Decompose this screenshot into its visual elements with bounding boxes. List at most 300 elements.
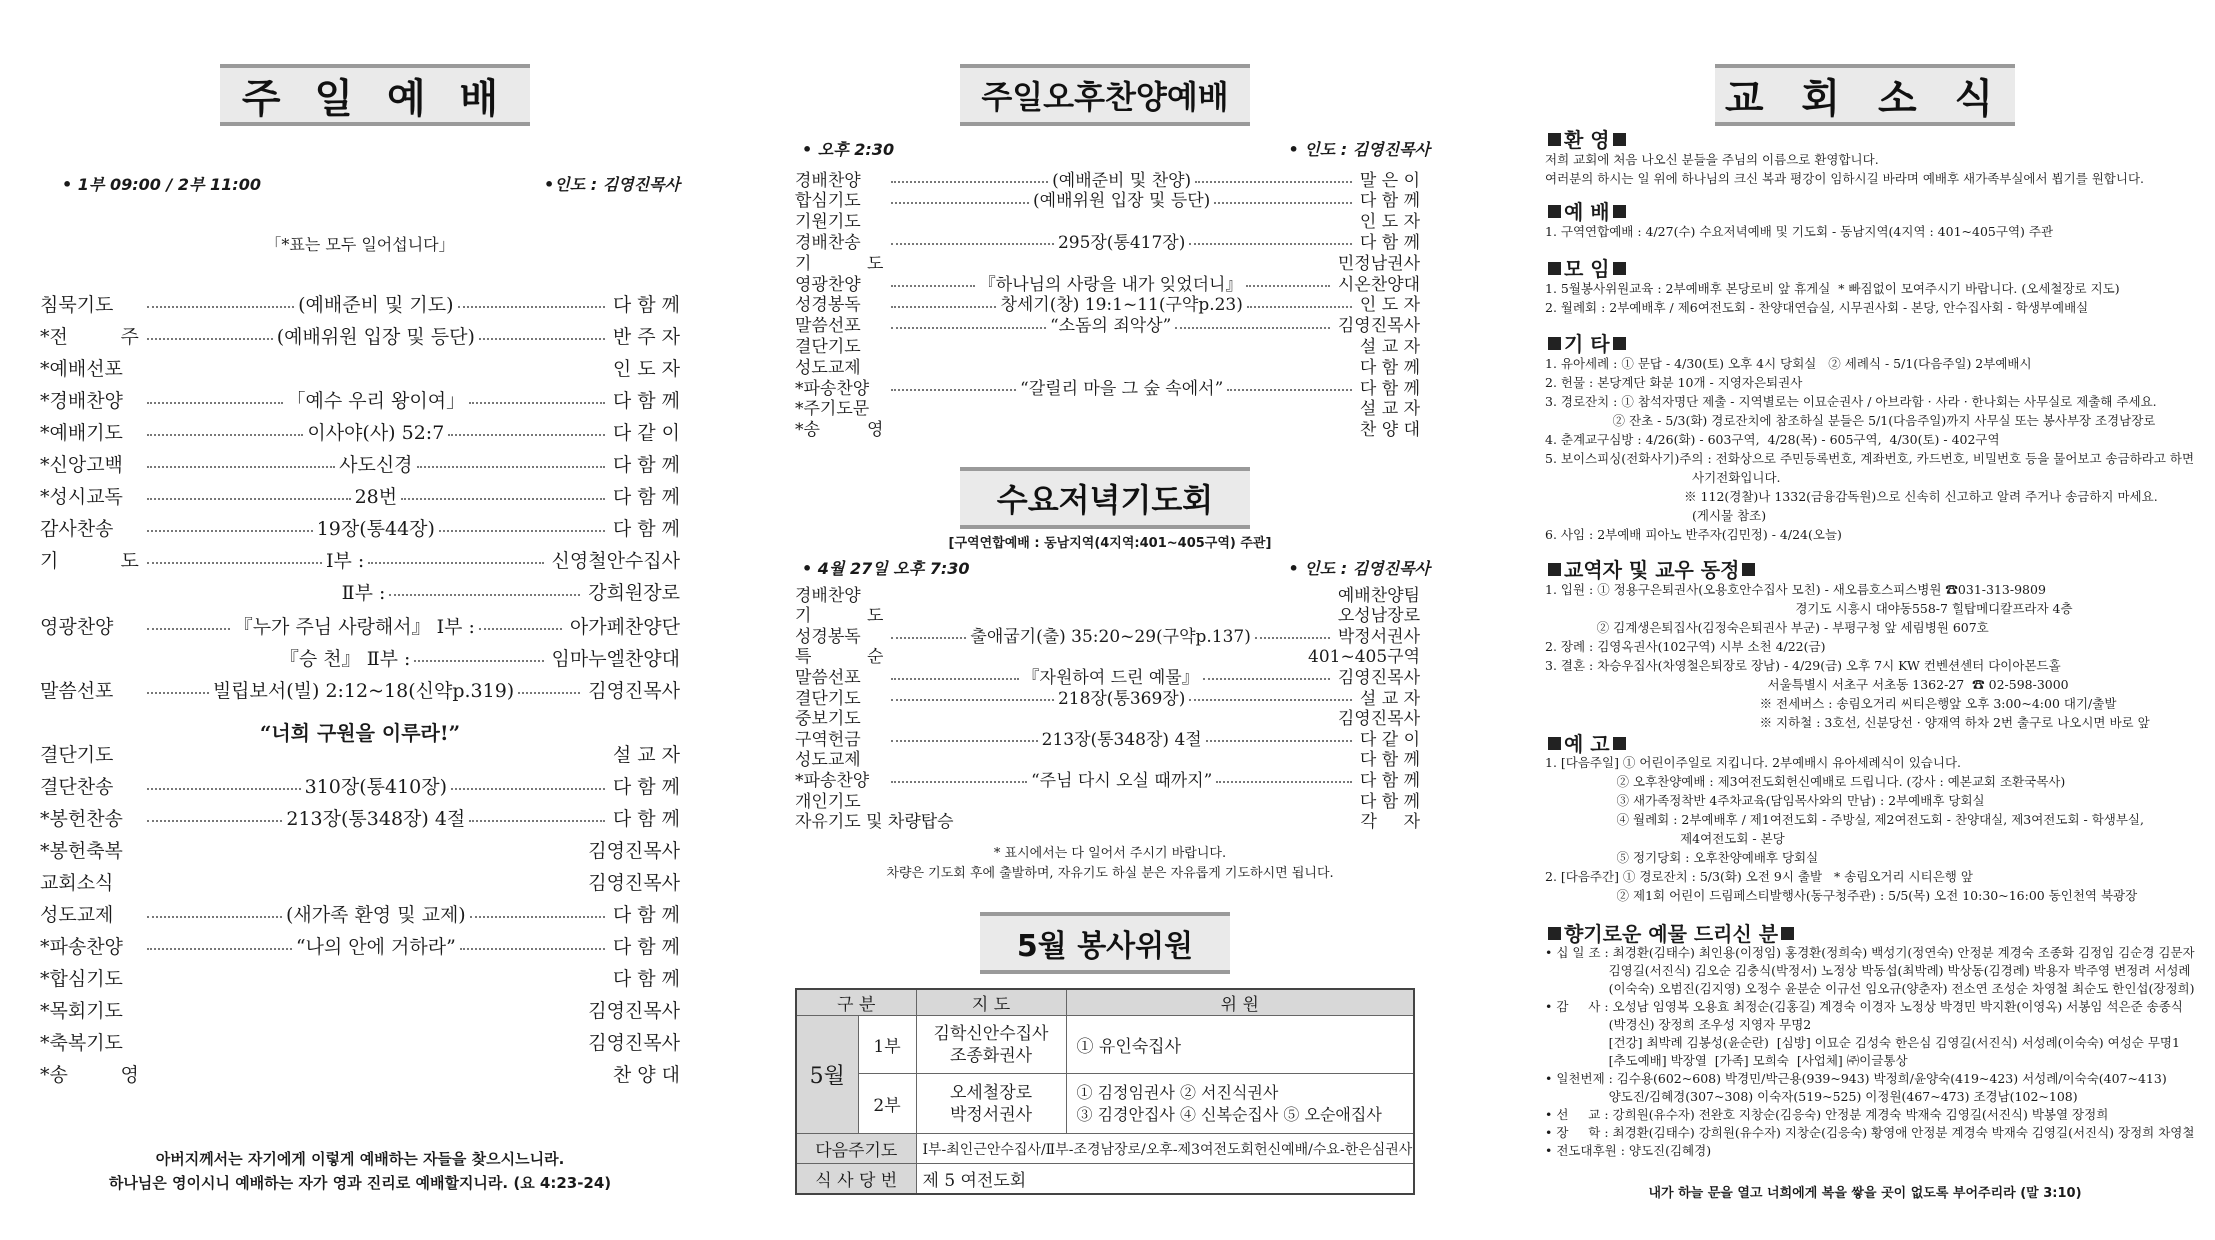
item-detail-area [139,1040,588,1042]
item-person: 다 같 이 [612,421,680,444]
square-bullet-icon [1548,563,1561,576]
news-line: ※ 112(경찰)나 1332(금융감독원)으로 신속히 신고하고 알려 주거나 송금하지 마세요. [1545,489,2158,504]
news-line: (박경신) 장정희 조우성 지영자 무명2 [1545,1017,1812,1032]
part1-members: ① 유인숙집사 [1066,1016,1414,1074]
section-title: 예 고 [1564,732,1610,756]
item-detail-area [883,613,1337,615]
item-label: 경배찬양 [795,170,861,191]
worship-row [40,290,680,316]
item-label: 중보기도 [795,709,861,730]
item-detail-area [139,1008,588,1010]
news-line: • 십 일 조 : 최경환(김태수) 최인용(이정임) 홍경환(정희숙) 백성기(정연숙) 안정분 계경숙 조종화 김정임 김순경 김문자 [1545,945,2195,960]
leader-dots [147,692,209,694]
item-detail-area [139,482,613,509]
news-section-heading [1545,253,1629,282]
leader-dots [1189,699,1352,701]
leader-dots [414,660,543,662]
item-label: 기 도 [795,253,884,274]
leader-dots [147,466,335,468]
item-detail: Ⅱ부 : [341,581,386,604]
item-detail: 빌립보서(빌) 2:12~18(신약p.319) [212,679,515,702]
leader-dots [470,916,605,918]
wednesday-row [795,645,1420,668]
item-label: 말씀선포 [795,316,861,337]
item-label: *봉헌찬송 [40,807,123,830]
item-label: 특 순 [795,647,884,668]
item-detail-area [139,322,613,349]
wednesday-prayer-title: 수요저녁기도회 [960,467,1250,529]
item-label: 교회소식 [40,871,114,894]
afternoon-worship-title: 주일오후찬양예배 [960,64,1250,126]
leader-dots [469,402,605,404]
item-label: *송 영 [795,420,884,441]
item-detail-area [883,684,1360,709]
item-label: 자유기도 및 차량탑승 [795,812,954,833]
worship-row [40,482,680,508]
worship-row [40,868,680,894]
item-detail-area [883,592,1337,594]
sermon-title: “너희 구원을 이루라!” [259,721,461,745]
item-detail-area [139,418,613,445]
volunteer-table [795,988,1415,1195]
leader-dots [1214,202,1352,204]
item-label: *예배선포 [40,357,123,380]
item-label: *성시교독 [40,485,123,508]
news-section-heading [1545,124,1629,153]
item-label: 경배찬양 [795,585,861,606]
item-detail-area [139,676,588,703]
leader-dots [1195,181,1352,183]
leader-dots [389,594,580,596]
news-line: 제4여전도회 - 본당 [1545,831,1785,846]
item-label: *주기도문 [795,399,870,420]
item-person: 설 교 자 [612,743,680,766]
item-detail: “갈릴리 마을 그 숲 속에서” [1020,378,1224,399]
item-label: 결단기도 [795,688,861,709]
item-detail-area [139,976,613,978]
news-line: • 전도대후원 : 양도진(김혜경) [1545,1143,1712,1158]
leader-dots [891,202,1029,204]
item-detail-area [139,578,588,605]
item-label: 결단기도 [40,743,114,766]
leader-dots [1247,306,1352,308]
item-detail-area [139,612,570,639]
item-detail-area [139,848,588,850]
item-person: 인 도 자 [1359,212,1420,233]
may-volunteers-title: 5월 봉사위원 [980,912,1230,974]
afternoon-row [795,168,1420,191]
news-line: ④ 월례회 : 2부예배후 / 제1여전도회 - 주방실, 제2여전도회 - 찬양대실, 제3여전도회 - 학생부실, [1545,812,2144,827]
news-line: 4. 춘계교구심방 : 4/26(화) - 603구역, 4/28(목) - 605구역, 4/30(토) - 402구역 [1545,432,2000,447]
item-detail-area [139,366,613,368]
leader-dots [891,637,966,639]
item-detail-area [139,386,613,413]
item-detail-area [139,450,613,477]
item-detail-area [883,260,1337,262]
header-category: 구 분 [796,989,916,1016]
item-detail-area [139,932,613,959]
news-line: 2. 월례회 : 2부예배후 / 제6여전도회 - 찬양대연습실, 시무권사회 - 본당, 안수집사회 - 학생부예배실 [1545,300,2089,315]
item-detail: 『하나님의 사랑을 내가 잊었더니』 [978,274,1243,295]
item-person: 다 함 께 [612,935,680,958]
wednesday-row [795,748,1420,771]
item-detail: 28번 [354,485,398,508]
item-label: 결단기도 [795,336,861,357]
section-title: 기 타 [1564,332,1610,356]
news-line: ② 김계생은퇴집사(김정숙은퇴권사 부군) - 부평구청 앞 세림병원 607호 [1545,620,1989,635]
item-person: 다 함 께 [1359,191,1420,212]
news-line: • 장 학 : 최경환(김태수) 강희원(유수자) 지창순(김응숙) 황영애 안정분 계경숙 박재숙 김영길(서진식) 장정희 차영철 [1545,1125,2195,1140]
leader-dots [147,916,282,918]
news-line: 6. 사임 : 2부예배 피아노 반주자(김민정) - 4/24(오늘) [1545,527,1842,542]
leader-dots [460,948,605,950]
leader-dots [147,628,230,630]
footer-verse-2: 하나님은 영이시니 예배하는 자가 영과 진리로 예배할지니라. (요 4:23-24) [108,1174,612,1192]
item-detail-area [883,798,1360,800]
item-label: 성도교제 [795,750,861,771]
item-detail-area [954,819,1361,821]
worship-row [40,1028,680,1054]
leader-dots [1175,327,1330,329]
worship-row [40,836,680,862]
item-detail: 출애굽기(출) 35:20~29(구약p.137) [970,626,1251,647]
item-detail: “주님 다시 오실 때까지” [1030,770,1213,791]
item-detail-area [883,427,1360,429]
footer-verse-1: 아버지께서는 자기에게 이렇게 예배하는 자들을 찾으시느니라. [155,1150,565,1168]
leader-dots [479,338,605,340]
afternoon-leader: • 인도 : 김영진목사 [1288,140,1430,159]
item-detail: 19장(통44장) [316,517,435,540]
item-detail: (새가족 환영 및 교제) [285,903,466,926]
item-person: 다 함 께 [1359,232,1420,253]
news-line: 1. [다음주일] ① 어린이주일로 지킵니다. 2부예배시 유아세례식이 있습니다. [1545,755,1961,770]
item-label: 구역헌금 [795,729,861,750]
item-detail: 『승 천』 Ⅱ부 : [279,647,411,670]
worship-row [40,578,680,604]
leader-dots [147,948,292,950]
wednesday-row [795,810,1420,833]
item-label: 기원기도 [795,212,861,233]
item-person: 인 도 자 [1359,295,1420,316]
leader-dots [518,692,580,694]
afternoon-row [795,251,1420,274]
section-title: 향기로운 예물 드리신 분 [1564,922,1779,946]
item-detail-area [883,186,1360,211]
square-bullet-icon [1548,927,1561,940]
square-bullet-icon [1613,133,1626,146]
afternoon-row [795,189,1420,212]
worship-row [40,772,680,798]
wednesday-row [795,624,1420,647]
item-person: 인 도 자 [612,357,680,380]
item-label: 성경봉독 [795,295,861,316]
item-label: 결단찬송 [40,775,114,798]
item-label: 말씀선포 [795,667,861,688]
item-detail-area [883,311,1337,336]
square-bullet-icon [1548,737,1561,750]
leader-dots [891,243,1054,245]
news-line: ※ 전세버스 : 송림오거리 씨티은행앞 오후 3:00~4:00 대기/출발 [1545,696,2117,711]
item-detail-area [139,644,552,671]
wednesday-row [795,686,1420,709]
leader-dots [1255,637,1330,639]
item-person: 김영진목사 [588,1031,680,1054]
worship-row [40,964,680,990]
item-label: 개인기도 [795,791,861,812]
worship-row [40,996,680,1022]
part2-members-1: ① 김정임권사 ② 서진식권사 [1076,1082,1279,1102]
news-line: 서울특별시 서초구 서초동 1362-27 ☎ 02-598-3000 [1545,677,2069,692]
next-prayer-label: 다음주기도 [796,1134,916,1164]
news-line: 1. 구역연합예배 : 4/27(수) 수요저녁예배 및 기도회 - 동남지역(4지역 : 401~405구역) 주관 [1545,224,2054,239]
part2-guide-1: 오세철장로 [949,1082,1033,1103]
afternoon-row [795,355,1420,378]
leader-dots [368,562,543,564]
item-person: 김영진목사 [1337,316,1420,337]
item-detail-area [139,752,613,754]
item-detail: 310장(통410장) [304,775,448,798]
service-times: • 1부 09:00 / 2부 11:00 [62,175,261,194]
item-person: 설 교 자 [1359,336,1420,357]
service-leader: •인도 : 김영진목사 [544,175,680,194]
news-section-heading [1545,196,1629,225]
square-bullet-icon [1548,337,1561,350]
vehicle-note: 차량은 기도회 후에 출발하며, 자유기도 하실 분은 자유롭게 기도하시면 됩니다. [886,866,1334,881]
leader-dots [417,466,605,468]
item-detail-area [883,406,1360,408]
leader-dots [147,788,301,790]
news-line: (이숙숙) 오범진(김지영) 오정수 윤분순 이규선 임오규(양춘자) 전소연 조성순 차영철 최순도 한인섭(장정희) [1545,981,2195,996]
news-line: 3. 경로잔치 : ① 참석자명단 제출 - 지역별로는 이묘순권사 / 아브라함 · 사라 · 한나회는 사무실로 제출해 주세요. [1545,394,2157,409]
square-bullet-icon [1613,205,1626,218]
item-person: 다 함 께 [612,453,680,476]
item-label: 영광찬양 [40,615,114,638]
afternoon-row [795,293,1420,316]
news-line: • 감 사 : 오성남 임영복 오용효 최정순(김홍길) 계경숙 이경자 노정상 박경민 박지환(이영옥) 서봉임 석은준 송종식 [1545,999,2183,1014]
leader-dots [891,306,996,308]
news-line: ※ 지하철 : 3호선, 신분당선 · 양재역 하차 2번 출구로 나오시면 바로 앞 [1545,715,2150,730]
item-label: 경배찬송 [795,232,861,253]
leader-dots [147,402,283,404]
offering-verse: 내가 하늘 문을 열고 너희에게 복을 쌓을 곳이 없도록 부어주리라 (말 3:10) [1648,1186,2082,1201]
wednesday-row [795,583,1420,606]
afternoon-row [795,376,1420,399]
item-person: 김영진목사 [588,871,680,894]
part1-guide [916,1016,1066,1074]
leader-dots [479,628,562,630]
item-person: 다 함 께 [612,807,680,830]
item-detail: (예배준비 및 기도) [298,293,454,316]
item-label: *신앙고백 [40,453,123,476]
item-label: *경배찬양 [40,389,123,412]
item-detail: (예배위원 입장 및 등단) [1033,191,1211,212]
news-line: ③ 새가족정착반 4주차교육(담임목사와의 만남) : 2부예배후 당회실 [1545,793,1985,808]
item-label: 합심기도 [795,191,861,212]
leader-dots [439,530,605,532]
item-label: *송 영 [40,1063,139,1086]
item-person: 민정남권사 [1337,253,1420,274]
news-line: (게시물 참조) [1545,508,1767,523]
item-detail-area [883,343,1360,345]
item-person: 김영진목사 [588,839,680,862]
news-line: 2. 장례 : 김영옥권사(102구역) 시부 소천 4/22(금) [1545,639,1826,654]
news-line: 5. 보이스피싱(전화사기)주의 : 전화상으로 주민등록번호, 계좌번호, 카드번호, 비밀번호 등을 물어보고 송금하라고 하면 [1545,451,2195,466]
leader-dots [891,699,1054,701]
part2-members-2: ③ 김경안집사 ④ 신복순집사 ⑤ 오순애집사 [1076,1104,1382,1124]
square-bullet-icon [1548,262,1561,275]
item-person: 김영진목사 [1337,709,1420,730]
worship-row [40,450,680,476]
item-label: *봉헌축복 [40,839,123,862]
news-line: [추도예배] 박장열 [가족] 모희숙 [사업체] ㈜이글통상 [1545,1053,1908,1068]
worship-row [40,804,680,830]
item-detail: 213장(통348장) 4절 [286,807,466,830]
square-bullet-icon [1548,133,1561,146]
item-detail-area [883,725,1360,750]
leader-dots [891,740,1037,742]
item-person: 임마누엘찬양대 [551,647,680,670]
item-label: 침묵기도 [40,293,114,316]
leader-dots [448,434,605,436]
news-line: 1. 입원 : ① 정용구은퇴권사(오용호안수집사 모친) - 새오름호스피스병원 ☎031-313-9809 [1545,582,2046,597]
leader-dots [1206,740,1352,742]
worship-row [40,900,680,926]
standing-note: 「*표는 모두 일어섭니다」 [265,235,455,254]
worship-row [40,1060,680,1086]
item-detail-area [883,654,1308,656]
item-detail-area [883,374,1360,399]
header-guide: 지 도 [916,989,1066,1016]
item-label: *목회기도 [40,999,123,1022]
afternoon-row [795,334,1420,357]
item-person: 설 교 자 [1359,688,1420,709]
item-detail: 295장(통417장) [1057,232,1186,253]
item-label: 성도교제 [795,357,861,378]
leader-dots [458,306,605,308]
item-label: *전 주 [40,325,139,348]
item-detail: 『누가 주님 사랑해서』 Ⅰ부 : [233,615,475,638]
item-person: 시온찬양대 [1337,274,1420,295]
leader-dots [891,327,1046,329]
item-label: 기 도 [795,606,884,627]
item-label: 성도교제 [40,903,114,926]
section-title: 예 배 [1564,200,1610,224]
news-line: 2. 헌물 : 본당계단 화분 10개 - 지영자은퇴권사 [1545,375,1803,390]
worship-row [40,644,680,670]
item-person: 다 함 께 [1359,378,1420,399]
item-label: *예배기도 [40,421,123,444]
afternoon-row [795,230,1420,253]
square-bullet-icon [1781,927,1794,940]
item-person: 다 함 께 [612,485,680,508]
leader-dots [469,820,605,822]
news-section-heading [1545,328,1629,357]
leader-dots [147,530,313,532]
item-person: 설 교 자 [1359,399,1420,420]
leader-dots [1216,781,1352,783]
worship-row [40,546,680,572]
news-line: ② 오후찬양예배 : 제3여전도회헌신예배로 드립니다. (강사 : 예본교회 조환국목사) [1545,774,2066,789]
news-line: • 선 교 : 강희원(유수자) 전완호 지창순(김응숙) 안정분 계경숙 박재숙 김영길(서진식) 박봉열 장정희 [1545,1107,2109,1122]
part1-guide-1: 김학신안수집사 [933,1023,1049,1044]
item-person: 신영철안수집사 [551,549,680,572]
item-label: *축복기도 [40,1031,123,1054]
item-person: 박정서권사 [1337,626,1420,647]
item-label: *파송찬양 [40,935,123,958]
wednesday-row [795,789,1420,812]
next-prayer-value: Ⅰ부-최인근안수집사/Ⅱ부-조경남장로/오후-제3여전도회헌신예배/수요-한은심권사 [916,1134,1414,1164]
item-person: 김영진목사 [588,679,680,702]
item-person: 강희원장로 [588,581,680,604]
item-detail-area [883,622,1337,647]
worship-row [40,322,680,348]
item-detail-area [883,364,1360,366]
wednesday-time: • 4월 27일 오후 7:30 [802,559,970,578]
part2-cell: 2부 [858,1074,916,1134]
item-detail-area [139,514,613,541]
item-detail: 「예수 우리 왕이여」 [286,389,466,412]
item-detail-area [139,880,588,882]
leader-dots [147,498,351,500]
item-detail: “소돔의 죄악상” [1049,316,1172,337]
afternoon-row [795,418,1420,441]
wednesday-row [795,707,1420,730]
item-detail: (예배준비 및 찬양) [1052,170,1192,191]
leader-dots [147,338,273,340]
leader-dots [891,781,1027,783]
leader-dots [147,306,294,308]
wednesday-row [795,727,1420,750]
item-detail-area [883,228,1360,253]
item-person: 다 함 께 [1359,770,1420,791]
standing-note-2: * 표시에서는 다 일어서 주시기 바랍니다. [993,846,1227,861]
worship-row [40,386,680,412]
item-detail: 창세기(창) 19:1~11(구약p.23) [1000,295,1243,316]
item-detail-area [883,716,1337,718]
news-line: 경기도 시흥시 대야동558-7 힐탑메디칼프라자 4층 [1545,601,2073,616]
item-detail-area [139,804,613,831]
news-line: 여러분의 하시는 일 위에 하나님의 크신 복과 평강이 임하시길 바라며 예배후 새가족부실에서 뵙기를 원합니다. [1545,171,2145,186]
item-person: 오성남장로 [1337,606,1420,627]
item-detail-area [139,772,613,799]
item-label: 말씀선포 [40,679,114,702]
item-detail-area [139,900,613,927]
item-person: 아가페찬양단 [569,615,680,638]
news-line: 김영길(서진식) 김오순 김충식(박정서) 노정상 박동섭(최박례) 박상동(김경례) 박용자 박주영 변정려 서성례 [1545,963,2191,978]
part2-guide-2: 박정서권사 [949,1104,1033,1125]
item-label: 영광찬양 [795,274,861,295]
square-bullet-icon [1613,737,1626,750]
item-person: 각 자 [1360,812,1420,833]
wednesday-row [795,768,1420,791]
item-detail-area [139,290,613,317]
item-label: 성경봉독 [795,626,861,647]
item-detail-area [139,546,552,573]
afternoon-time: • 오후 2:30 [802,140,895,159]
item-detail: 213장(통348장) 4절 [1041,729,1202,750]
item-detail: Ⅰ부 : [326,549,365,572]
church-news-title: 교 회 소 식 [1715,64,2015,126]
square-bullet-icon [1742,563,1755,576]
meal-duty-value: 제 5 여전도회 [916,1164,1414,1194]
item-person: 예배찬양팀 [1337,585,1420,606]
wednesday-subtitle: [구역연합예배 : 동남지역(4지역:401~405구역) 주관] [948,536,1272,551]
news-section-heading [1545,554,1758,583]
section-title: 모 임 [1564,257,1610,281]
item-label: *파송찬양 [795,378,870,399]
leader-dots [401,498,605,500]
square-bullet-icon [1613,262,1626,275]
